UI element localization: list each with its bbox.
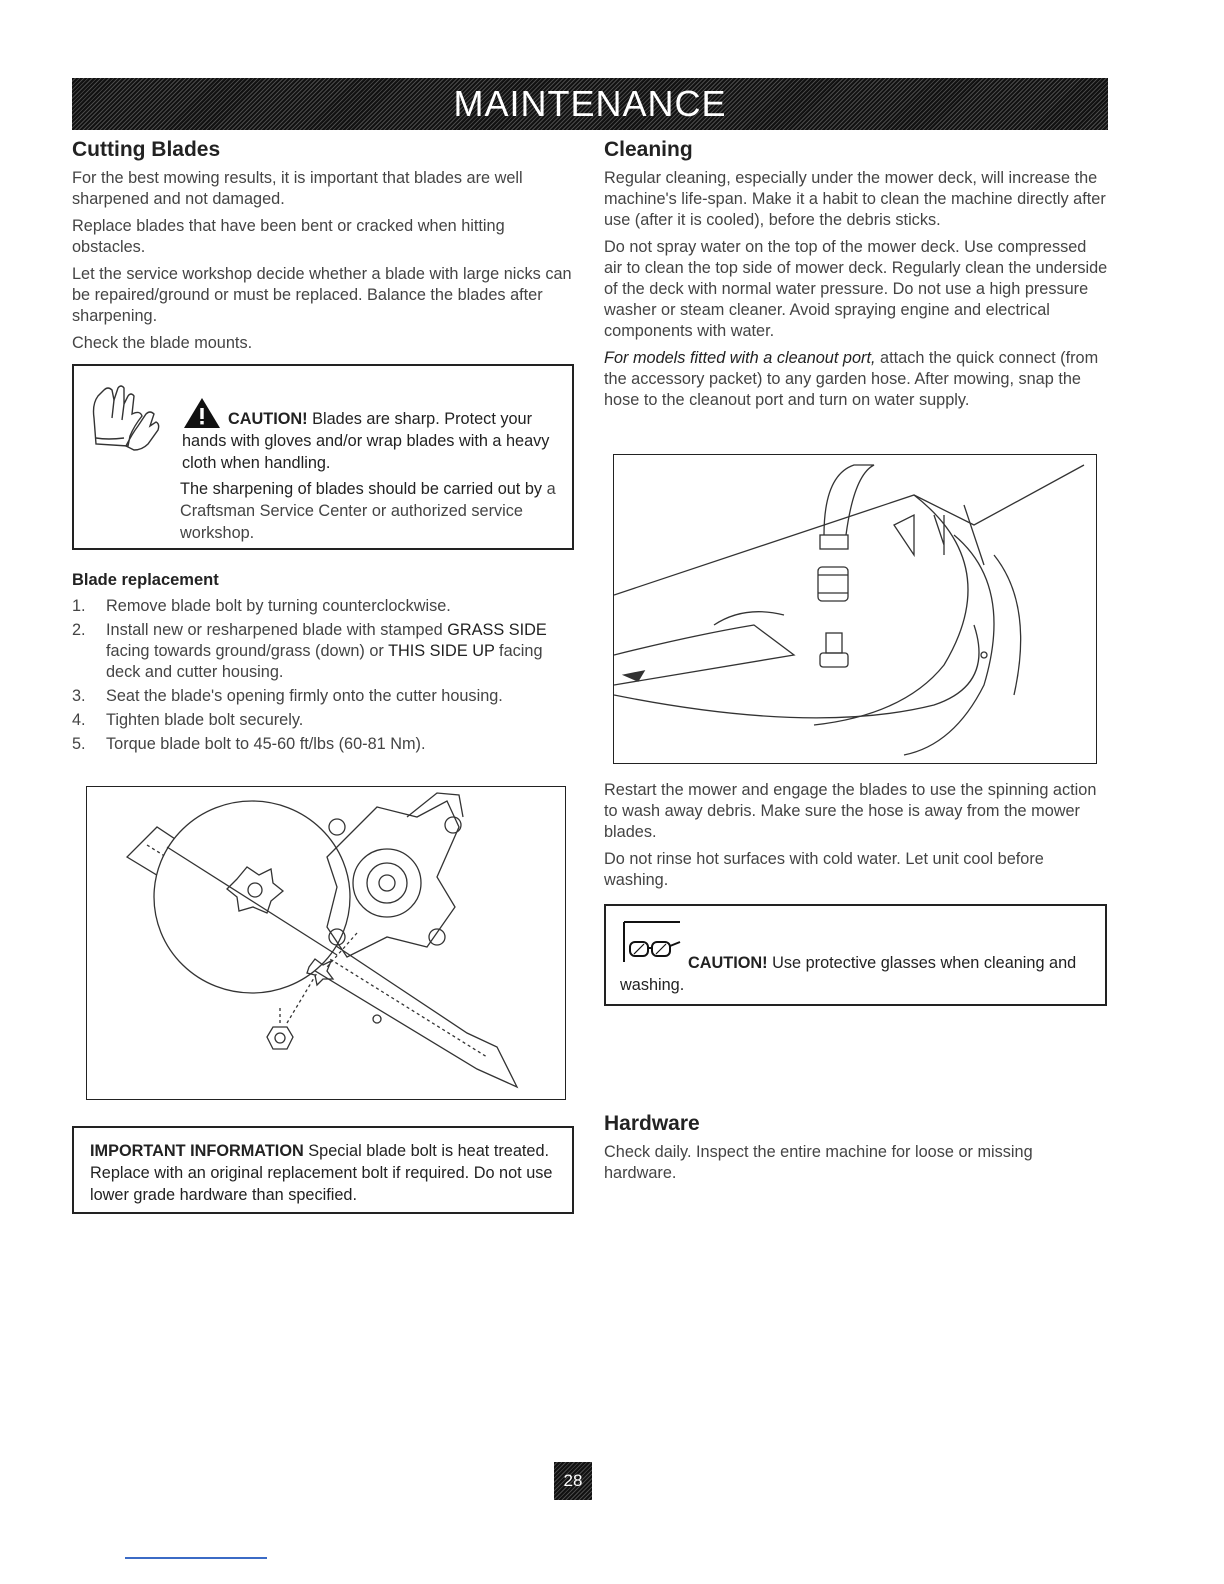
- glasses-caution-box: [604, 904, 1107, 1006]
- cutting-blades-para-4: Check the blade mounts.: [72, 334, 253, 352]
- important-info-box: [72, 1126, 574, 1214]
- this-side-up-label: THIS SIDE UP: [388, 642, 495, 660]
- blade-replacement-list: [72, 596, 572, 755]
- hose-diagram: [614, 455, 1094, 761]
- grass-side-label: GRASS SIDE: [447, 621, 547, 639]
- cutting-blades-para-1: For the best mowing results, it is important that blades are well sharpened and not damaged.: [72, 169, 523, 208]
- glasses-caution-text: Use protective glasses when cleaning and washing.: [620, 954, 1077, 994]
- step-text-part: Install new or resharpened blade with stamped: [106, 621, 448, 639]
- list-item: [72, 620, 572, 683]
- step-text: Remove blade bolt by turning counterclockwise.: [106, 597, 451, 615]
- blade-illustration: [86, 786, 566, 1100]
- step-text: Tighten blade bolt securely.: [106, 711, 304, 729]
- cutting-blades-para-2: Replace blades that have been bent or cracked when hitting obstacles.: [72, 217, 505, 256]
- footer-rule: [125, 1557, 267, 1559]
- caution-text-1: Blades are sharp. Protect your hands with gloves and/or wrap blades with a heavy cloth when handling.: [182, 410, 550, 472]
- hardware-heading: Hardware: [604, 1112, 700, 1135]
- cutting-blades-section: [72, 138, 572, 360]
- blade-caution-content: [180, 396, 560, 544]
- step-text: Torque blade bolt to 45-60 ft/lbs (60-81 Nm).: [106, 735, 426, 753]
- glasses-caution-content: [620, 952, 1100, 996]
- gloves-icon: [84, 374, 164, 454]
- list-item: [72, 686, 572, 707]
- step-text: [106, 620, 572, 683]
- blade-diagram: [87, 787, 563, 1097]
- cleaning-para-3: [604, 348, 1108, 411]
- step-number: 5.: [72, 735, 86, 753]
- caution-label: CAUTION!: [228, 410, 308, 428]
- caution-text-2-light: a Craftsman Service Center or authorized service workshop.: [180, 480, 556, 542]
- important-info-text: Special blade bolt is heat treated. Replace with an original replacement bolt if required. Do not use lower grade hardware than specified.: [90, 1142, 553, 1204]
- cutting-blades-heading: Cutting Blades: [72, 138, 221, 161]
- section-banner: [72, 78, 1108, 130]
- blade-replacement-section: [72, 571, 572, 758]
- cleaning-para-1: Regular cleaning, especially under the mower deck, will increase the machine's life-span. Make it a habit to clean the machine directly after use (after it is cooled), before the debris sticks.: [604, 169, 1106, 229]
- step-text-part: facing towards ground/grass (down) or: [106, 642, 389, 660]
- list-item: [72, 596, 572, 617]
- step-text: Seat the blade's opening firmly onto the cutter housing.: [106, 687, 503, 705]
- list-item: [72, 734, 572, 755]
- cleanout-lead: For models fitted with a cleanout port,: [604, 349, 876, 367]
- cleaning-para-5: Do not rinse hot surfaces with cold water. Let unit cool before washing.: [604, 850, 1044, 889]
- cleaning-para-2: Do not spray water on the top of the mower deck. Use compressed air to clean the top side of mower deck. Regularly clean the underside of the deck with normal water pressure. Do not use a high pressure washer or steam cleaner. Avoid spraying engine and electrical components with water.: [604, 238, 1108, 340]
- cleaning-para-4: Restart the mower and engage the blades to use the spinning action to wash away debris. Make sure the hose is away from the mower blades.: [604, 781, 1097, 841]
- blade-caution-box: [72, 364, 574, 550]
- important-info-content: [90, 1140, 560, 1206]
- cutting-blades-para-3: Let the service workshop decide whether a blade with large nicks can be repaired/ground or must be replaced. Balance the blades after sharpening.: [72, 265, 572, 325]
- page-number: 28: [554, 1462, 592, 1500]
- hardware-text: Check daily. Inspect the entire machine for loose or missing hardware.: [604, 1143, 1033, 1182]
- cleaning-heading: Cleaning: [604, 138, 693, 161]
- blade-replacement-heading: Blade replacement: [72, 571, 219, 589]
- hardware-section: [604, 1112, 1108, 1190]
- step-number: 4.: [72, 711, 86, 729]
- list-item: [72, 710, 572, 731]
- step-text-part: facing deck and cutter housing.: [106, 642, 543, 681]
- step-number: 2.: [72, 621, 86, 639]
- page-title: MAINTENANCE: [453, 83, 727, 124]
- glasses-caution-label: CAUTION!: [688, 954, 768, 972]
- cleaning-section: [604, 138, 1108, 417]
- cleanout-text: attach the quick connect (from the accessory packet) to any garden hose. After mowing, snap the hose to the cleanout port and turn on water supply.: [604, 349, 1099, 409]
- cleaning-after-section: [604, 780, 1108, 897]
- warning-triangle-icon: [182, 396, 222, 430]
- step-number: 1.: [72, 597, 86, 615]
- caution-text-2-bold: The sharpening of blades should be carried out by: [180, 480, 543, 498]
- step-number: 3.: [72, 687, 86, 705]
- important-info-label: IMPORTANT INFORMATION: [90, 1142, 304, 1160]
- hose-illustration: [613, 454, 1097, 764]
